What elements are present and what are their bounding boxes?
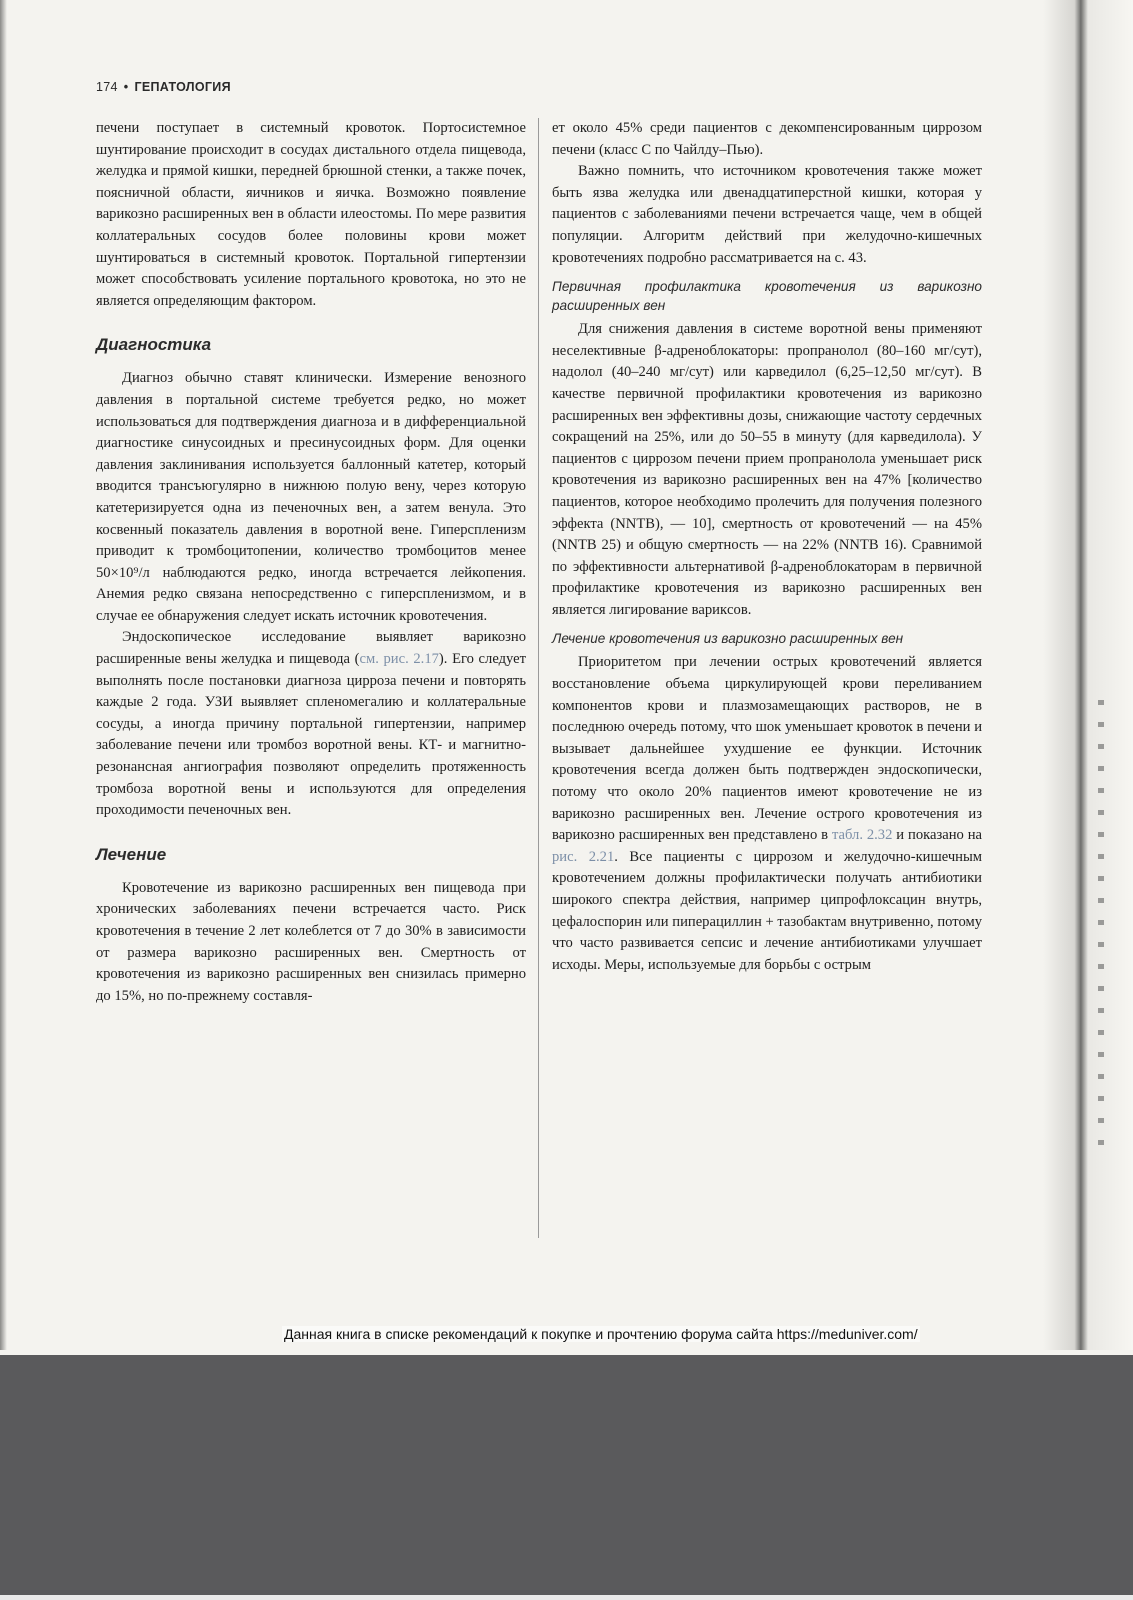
scanner-background	[0, 1355, 1133, 1600]
right-column	[552, 118, 982, 976]
page-fold-edge	[1043, 0, 1133, 1350]
column-divider	[538, 118, 539, 1238]
paragraph-beta-blockers: Для снижения давления в системе воротной вены применяют неселективные β-адреноблокаторы: пропранолол (80–160 мг/сут), надолол (40–240 мг/сут) или карведилол (6,25–12,50 мг/сут). В качестве первичной профилактики кровотечения из варикозно расширенных вен эффективны дозы, снижающие частоту сердечных сокращений на 25%, или до 50–55 в минуту (для карведилола). У пациентов с циррозом печени прием пропранолола уменьшает риск кровотечения из варикозно расширенных вен на 47% [количество пациентов, которое необходимо пролечить для получения полезного эффекта (NNTB), — 10], смертность от кровотечений — на 45% (NNTB 25) и общую смертность — на 22% (NNTB 16). Сравнимой по эффективности альтернативой β-адреноблокаторам в первичной профилактике кровотечения из варикозно расширенных вен является лигирование варикcов.	[552, 321, 982, 618]
section-title: ГЕПАТОЛОГИЯ	[134, 80, 231, 94]
paragraph-endoscopy	[96, 627, 526, 821]
paragraph-ulcer-source: Важно помнить, что источником кровотечения также может быть язва желудка или двенадцатиперстной кишки, которая у пациентов с заболеваниями печени встречается чаще, чем в общей популяции. Алгоритм действий при желудочно-кишечных кровотечениях подробно рассматривается на с. 43.	[552, 163, 982, 266]
left-column	[96, 118, 526, 1007]
running-head	[96, 80, 231, 94]
next-page-edge-marks	[1098, 700, 1108, 1180]
binding-shadow	[0, 0, 7, 1350]
paragraph-mortality-continued: ет около 45% среди пациентов с декомпенсированным циррозом печени (класс С по Чайлду–Пью).	[552, 120, 982, 158]
paragraph-diagnosis: Диагноз обычно ставят клинически. Измерение венозного давления в портальной системе требуется редко, но может использоваться для подтверждения диагноза и в дифференциальной диагностике синусоидных и пресинусоидных форм. Для оценки давления заклинивания используется баллонный катетер, который вводится трансъюгулярно в нижнюю полую вену, через которую катетеризируется одна из печеночных вен, а затем венула. Это косвенный показатель давления в воротной вене. Гиперспленизм приводит к тромбоцитопении, количество тромбоцитов менее 50×10⁹/л наблюдаются редко, иногда встречается лейкопения. Анемия редко связана непосредственно с гиперспленизмом, и в случае ее обнаружения следует искать источник кровотечения.	[96, 370, 526, 624]
heading-treatment: Лечение	[96, 844, 167, 864]
subheading-primary-prophylaxis: Первичная профилактика кровотечения из варикозно расширенных вен	[552, 279, 982, 314]
watermark-footer-note: Данная книга в списке рекомендаций к покупке и прочтению форума сайта https://meduniver.com/	[284, 1326, 918, 1342]
paragraph-acute-text-mid: и показано на	[892, 827, 982, 844]
paragraph-acute-text-a: Приоритетом при лечении острых кровотечений является восстановление объема циркулирующей крови переливанием компонентов крови и плазмозамещающих растворов, не в последнюю очередь потому, что шок уменьшает кровоток в печени и вызывает дальнейшее ухудшение ее функции. Источник кровотечения всегда должен быть подтвержден эндоскопически, потому что около 20% пациентов имеют кровотечение не из варикозно расширенных вен. Лечение острого кровотечения из варикозно расширенных вен представлено в	[552, 654, 982, 844]
table-reference-2-32[interactable]: табл. 2.32	[831, 827, 893, 844]
figure-reference-2-17[interactable]: см. рис. 2.17	[359, 651, 439, 668]
paragraph-endoscopy-text-b: ). Его следует выполнять после постановки диагноза цирроза печени и повторять каждые 2 года. УЗИ выявляет спленомегалию и коллатеральные сосуды, а иногда причину портальной гипертензии, например заболевание печени или тромбоз воротной вены. КТ- и магнитно-резонансная ангиография позволяют определить протяженность тромбоза воротной вены и используются для определения проходимости печеночных вен.	[96, 651, 526, 819]
paragraph-acute-text-b: . Все пациенты с циррозом и желудочно-кишечным кровотечением должны профилактически получать антибиотики широкого спектра действия, например ципрофлоксацин внутрь, цефалоспорин или пиперациллин + тазобактам внутривенно, потому что часто развивается сепсис и лечение антибиотиками улучшает исходы. Меры, используемые для борьбы с острым	[552, 848, 983, 973]
paragraph-continued: печени поступает в системный кровоток. Портосистемное шунтирование происходит в сосудах дистального отдела пищевода, желудка и прямой кишки, передней брюшной стенки, а также почек, поясничной области, яичников и яичка. Возможно появление варикозно расширенных вен в области илеостомы. По мере развития коллатеральных сосудов более половины крови может шунтироваться в системный кровоток. Портальной гипертензии может способствовать усиление портального кровотока, но это не является определяющим фактором.	[96, 120, 526, 309]
paragraph-acute-bleeding	[552, 652, 982, 976]
paragraph-endoscopy-text-a: Эндоскопическое исследование выявляет варикозно расширенные вены желудка и пищевода (	[96, 629, 526, 668]
scan-bottom-edge	[0, 1595, 1133, 1600]
header-separator: •	[123, 80, 129, 94]
page-number: 174	[96, 80, 118, 94]
paragraph-bleeding-risk: Кровотечение из варикозно расширенных вен пищевода при хронических заболеваниях печени встречается часто. Риск кровотечения в течение 2 лет колеблется от 7 до 30% в зависимости от размера варикозно расширенных вен. Смертность от кровотечения из варикозно расширенных вен снизилась примерно до 15%, но по-прежнему составля-	[96, 879, 526, 1004]
figure-reference-2-21[interactable]: рис. 2.21	[552, 848, 615, 865]
heading-diagnostics: Диагностика	[96, 335, 212, 355]
subheading-bleeding-treatment: Лечение кровотечения из варикозно расширенных вен	[552, 631, 904, 647]
